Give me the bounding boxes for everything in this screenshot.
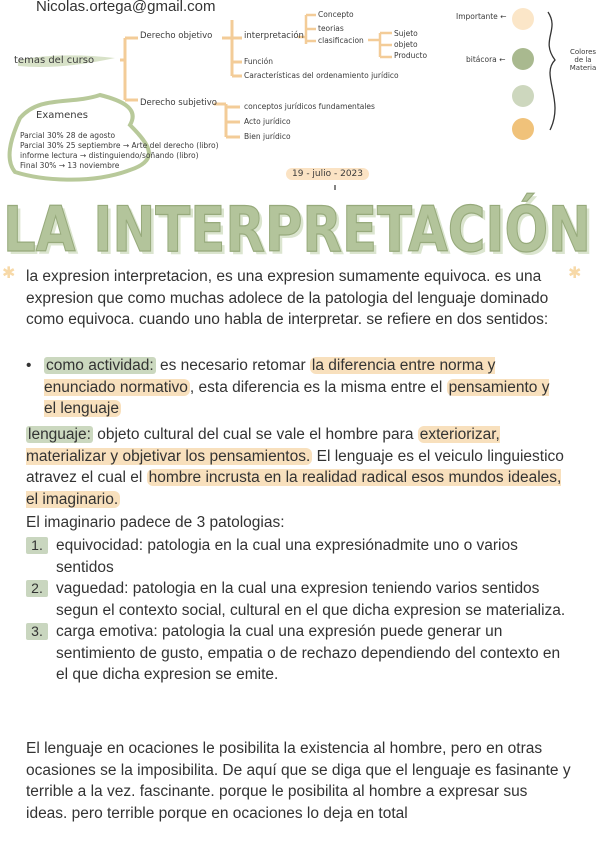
date-label: 19 - julio - 2023 [286, 168, 369, 180]
mindmap-derecho-subjetivo: Derecho subjetivo [140, 98, 218, 108]
mindmap-objeto: objeto [394, 40, 418, 49]
bullet-text: , esta diferencia es la misma entre el [189, 378, 447, 396]
imaginario-heading: El imaginario padece de 3 patologias: [26, 514, 285, 531]
exam-line: informe lectura → distinguiendo/soñando (libro) [20, 151, 199, 160]
list-item [26, 535, 571, 578]
list-number: 2. [26, 580, 48, 597]
legend-bitacora: bitácora ← [466, 55, 506, 64]
mindmap-derecho-objetivo: Derecho objetivo [140, 31, 213, 41]
exams-title: Examenes [36, 110, 88, 121]
mindmap-caracteristicas: Características del ordenamiento jurídico [244, 71, 399, 80]
color-swatch-light-green [512, 85, 534, 107]
lenguaje-highlight: exteriorizar, materializar y objetivar los pensamientos. [26, 426, 500, 465]
bullet-icon: • [26, 357, 32, 374]
mindmap-acto-juridico: Acto jurídico [244, 117, 291, 126]
intro-paragraph: la expresion interpretacion, es una expresion sumamente equivoca. es una expresion que como muchas adolece de la patologia del lenguaje dominado como equivoca. cuando uno habla de interpretar. se refiere en dos sentidos: [26, 268, 549, 328]
list-item [26, 621, 571, 686]
lenguaje-paragraph [26, 424, 571, 510]
lenguaje-label: lenguaje: [28, 426, 91, 443]
mindmap-clasificacion: clasificacion [318, 36, 364, 45]
lenguaje-text: objeto cultural del cual se vale el hombre para [92, 426, 418, 443]
mindmap-conceptos-fundamentales: conceptos jurídicos fundamentales [244, 102, 375, 111]
list-number: 3. [26, 623, 48, 640]
author-email: Nicolas.ortega@gmail.com [36, 0, 216, 15]
list-text: equivocidad: patologia en la cual una expresiónadmite uno o varios sentidos [56, 537, 518, 576]
exam-line: Parcial 30% 28 de agosto [20, 131, 116, 140]
color-swatch-cream [512, 8, 534, 30]
mindmap-bien-juridico: Bien jurídico [244, 132, 291, 141]
mindmap-producto: Producto [394, 51, 428, 60]
list-item [26, 578, 571, 621]
svg-text:LA INTERPRETACIÓN: LA INTERPRETACIÓN [6, 196, 594, 262]
star-icon: ✱ [2, 265, 16, 282]
lenguaje-highlight: hombre incrusta en la realidad radical esos mundos ideales, el imaginario. [26, 469, 562, 508]
bullet-text: es necesario retomar [155, 357, 310, 374]
page-title [0, 190, 601, 262]
list-text: carga emotiva: patologia la cual una expresión puede generar un sentimiento de gusto, empatia o de rechazo dependiendo del contexto en el que dicha expresion se emite. [56, 623, 561, 683]
mindmap-interpretacion: interpretación [244, 31, 304, 41]
closing-paragraph: El lenguaje en ocaciones le posibilita la existencia al hombre, pero en otras ocasiones se la imposibilita. De aquí que se diga que el lenguaje es fasinante y terrible a la vez. fascinante. porque le posibilita al hombre a expresar sus ideas. pero terrible porque en ocaciones lo deja en total [26, 740, 571, 822]
mindmap-teorias: teorias [318, 24, 344, 33]
color-swatch-orange [512, 118, 534, 140]
mindmap-root: temas del curso [14, 55, 95, 66]
bullet-actividad [26, 355, 564, 420]
mindmap-funcion: Función [244, 57, 273, 66]
patologias-list [26, 535, 571, 686]
list-text: vaguedad: patologia en la cual una expresion teniendo varios sentidos segun el contexto social, cultural en el que dicha expresion se materializa. [56, 580, 566, 619]
bullet-highlight: pensamiento y el lenguaje [44, 378, 550, 417]
mindmap-sujeto: Sujeto [394, 29, 418, 38]
legend-colores-materia: Colores de la Materia [569, 48, 597, 72]
mindmap-concepto: Concepto [318, 10, 354, 19]
bullet-label: como actividad: [46, 357, 154, 374]
exam-line: Parcial 30% 25 septiembre → Arte del derecho (libro) [20, 141, 219, 150]
lenguaje-text: El lenguaje es el veiculo linguiestico atravez el cual el [26, 447, 564, 486]
list-number: 1. [26, 537, 48, 554]
color-swatch-green [512, 48, 534, 70]
legend-importante: Importante ← [456, 12, 507, 21]
svg-text:LA INTERPRETACIÓN: LA INTERPRETACIÓN [3, 193, 591, 262]
exam-line: Final 30% → 13 noviembre [20, 161, 120, 170]
star-icon: ✱ [568, 265, 582, 282]
bullet-highlight: la diferencia entre norma y enunciado normativo [44, 357, 496, 396]
